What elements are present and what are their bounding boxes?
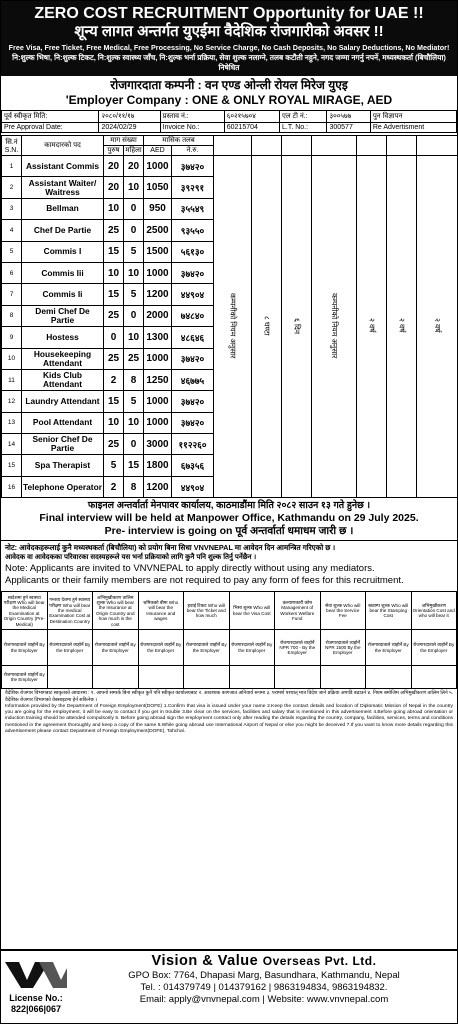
row-aed: 2500 xyxy=(144,220,172,241)
cost-row3-empty xyxy=(93,666,139,689)
row-female: 5 xyxy=(124,284,144,305)
cost-row3-empty xyxy=(138,666,184,689)
row-title: Housekeeping Attendant xyxy=(22,348,104,369)
employer-block xyxy=(1,76,457,110)
lt-np-value: ३००५७७ xyxy=(327,111,370,123)
cost-value: रोजगारदाताले व्यहोर्ने By the Employer xyxy=(184,630,230,666)
note-np-1: नोट: आवेदकहरूलाई कुनै मध्यस्थकर्ता (बिचौलिया) को प्रयोग बिना सिधा VNVNEPAL मा आवेदन दिन आमन्त्रित गरिएको छ । xyxy=(5,543,336,553)
row-sn: 11 xyxy=(2,369,22,390)
row-aed: 1000 xyxy=(144,262,172,283)
row-sn: 3 xyxy=(2,198,22,219)
row-male: 20 xyxy=(104,156,124,177)
license xyxy=(9,993,63,1015)
cost-row3-empty xyxy=(275,666,321,689)
row-female: 20 xyxy=(124,156,144,177)
ad-en: Re Advertisment xyxy=(370,123,456,133)
condition-c3 xyxy=(282,156,312,498)
row-npr: ४६७७५ xyxy=(172,369,214,390)
lt-np-label: एल टी नं.: xyxy=(280,111,327,123)
row-title: Assistant Commis xyxy=(22,156,104,177)
condition-text: कम्पनीको नियम अनुसार xyxy=(228,292,238,359)
cost-row3: रोजगारदाताले व्यहोर्ने By the Employer xyxy=(2,666,48,689)
npr-header: ने.रु. xyxy=(172,146,214,156)
row-npr: ७४८४० xyxy=(172,305,214,326)
aed-header: AED xyxy=(144,146,172,156)
row-male: 2 xyxy=(104,369,124,390)
extra-col-1 xyxy=(214,136,252,156)
row-aed: 950 xyxy=(144,198,172,219)
cost-header: हवाई टिकट Who will bear the Ticket and how much xyxy=(184,592,230,630)
row-npr: ३९२९१ xyxy=(172,177,214,198)
preapproval-en-label: Pre Approval Date: xyxy=(2,123,99,133)
free-services-np: नि:शुल्क भिषा, नि:शुल्क टिकट, नि:शुल्क स्वास्थ्य जाँच, नि:शुल्क भर्ना प्रक्रिया, सेवा शुल्क नलाग्ने, तलब कटौती नहुने, नगद जम्मा नगर्नु नपर्ने, मध्यस्थकर्ता (बिचौलिया) निषेधित xyxy=(12,53,446,72)
cost-header: सेवा शुल्क Who will bear the Service Fee xyxy=(320,592,366,630)
interview-block xyxy=(1,498,457,540)
demand-header: माग संख्या xyxy=(104,136,144,146)
footer xyxy=(1,949,457,1023)
row-title: Laundry Attendant xyxy=(22,391,104,412)
row-male: 10 xyxy=(104,198,124,219)
company-tel: Tel. : 014379749 | 014379162 | 9863194834, 9863194832. xyxy=(140,982,388,993)
cost-value: रोजगारदाताले व्यहोर्ने By the Employer xyxy=(411,630,457,666)
row-aed: 1050 xyxy=(144,177,172,198)
company-name-main: Vision & Value xyxy=(151,953,259,969)
cost-header: स्वदेशमा हुने स्वास्थ्य परीक्षण Who will bear the Medical Examination at Origin Country (Pre-Medical) xyxy=(2,592,48,630)
row-title: Assistant Waiter/ Waitress xyxy=(22,177,104,198)
row-male: 10 xyxy=(104,412,124,433)
costs-table xyxy=(1,591,457,689)
invoice-en-value: 60215704 xyxy=(224,123,279,133)
title-en: ZERO COST RECRUITMENT Opportunity for UAE !! xyxy=(34,5,424,22)
extra-col-7 xyxy=(417,136,458,156)
row-npr: ११२२६० xyxy=(172,434,214,455)
note-np-2: आवेदक वा आवेदकका परिवारका सदस्यहरूले यस भर्ना प्रक्रियाको लागि कुनै पनि शुल्क तिर्नु पर्नेछैन । xyxy=(5,554,257,562)
row-male: 5 xyxy=(104,455,124,476)
meta-table xyxy=(1,110,457,133)
lt-en-value: 300577 xyxy=(327,123,370,133)
row-sn: 7 xyxy=(2,284,22,305)
row-female: 5 xyxy=(124,241,144,262)
condition-c5 xyxy=(357,156,387,498)
row-title: Demi Chef De Partie xyxy=(22,305,104,326)
pre-interview: Pre- interview is going on पूर्व अन्तर्वार्ता धमाधम जारी छ । xyxy=(104,525,354,538)
row-sn: 5 xyxy=(2,241,22,262)
license-label: License No.: xyxy=(9,992,63,1003)
fine-print xyxy=(1,689,457,737)
row-aed: 2000 xyxy=(144,305,172,326)
row-sn: 1 xyxy=(2,156,22,177)
company-name xyxy=(71,953,457,970)
row-npr: ५६१३० xyxy=(172,241,214,262)
row-female: 0 xyxy=(124,220,144,241)
table-row xyxy=(2,156,458,177)
employer-np: रोजगारदाता कम्पनी : वन एण्ड ओन्ली रोयल मिरेज युएइ xyxy=(110,78,348,92)
row-sn: 10 xyxy=(2,348,22,369)
header-banner xyxy=(1,1,457,76)
row-male: 25 xyxy=(104,305,124,326)
salary-header: मासिक तलब xyxy=(144,136,214,146)
row-female: 5 xyxy=(124,391,144,412)
cost-header: कल्याणकारी कोष Management of Workers Welfare Fund xyxy=(275,592,321,630)
row-male: 2 xyxy=(104,476,124,497)
row-sn: 15 xyxy=(2,455,22,476)
row-aed: 1500 xyxy=(144,241,172,262)
row-sn: 16 xyxy=(2,476,22,497)
row-title: Spa Therapist xyxy=(22,455,104,476)
row-aed: 1800 xyxy=(144,455,172,476)
row-aed: 1200 xyxy=(144,476,172,497)
row-npr: ४४९०४ xyxy=(172,284,214,305)
cost-header: अभिमुखीकरण तालिम शुल्क Who will bear the Insurance at Origin Country and how much is the cost xyxy=(93,592,139,630)
row-female: 10 xyxy=(124,412,144,433)
cost-row3-empty xyxy=(229,666,275,689)
extra-col-2 xyxy=(252,136,282,156)
company-info xyxy=(71,951,457,1023)
row-male: 25 xyxy=(104,434,124,455)
row-npr: ३७४२० xyxy=(172,348,214,369)
title-np: शून्य लागत अन्तर्गत युएईमा वैदेशिक रोजगारीको अवसर !! xyxy=(74,23,384,40)
cost-row3-empty xyxy=(366,666,412,689)
condition-text: ६ दिन xyxy=(292,317,302,334)
condition-text: ८ घण्टा xyxy=(262,315,272,336)
condition-text: २ वर्ष xyxy=(397,318,407,333)
employer-en: 'Employer Company : ONE & ONLY ROYAL MIRAGE, AED xyxy=(65,93,393,107)
cost-value: रोजगारदाताले व्यहोर्ने By the Employer xyxy=(229,630,275,666)
row-npr: ९३५५० xyxy=(172,220,214,241)
cost-header: अभिमुखीकरण Orientation Cost and who will bear it xyxy=(411,592,457,630)
post-header: कामदारको पद xyxy=(22,136,104,156)
fine-print-en: Information provided by the Department of Foreign Employment(DOFE) 1.Confirm that visa is issued under your name 2.Keep the contact details and location of Diplomatic Mission of Nepal in the country you are going for the employment, it will be easy to contact if you get in trouble 3.Be clear on the services, facilities and salary that is mentioned in this advertisement 4.Before going abroad orientation or induction training should be attended compulsorily 5. Before going abroad sign the employment contract only after reading the details regarding the country, company, facilities, services, terms and conditions mentioned in the agreement thoroughly and keep a copy of the same 6.While going abroad use International Airport of Nepal or else you might be deceived 7.If you want to know more details regarding this advertisement please contact Department of Foreign Employment(DOFE), Tahchal. xyxy=(5,703,453,735)
extra-col-6 xyxy=(387,136,417,156)
cost-row3-empty xyxy=(184,666,230,689)
row-npr: ६७३५६ xyxy=(172,455,214,476)
row-npr: ३७४२० xyxy=(172,262,214,283)
row-npr: ४८६४६ xyxy=(172,327,214,348)
row-male: 15 xyxy=(104,241,124,262)
row-title: Chef De Partie xyxy=(22,220,104,241)
row-female: 10 xyxy=(124,177,144,198)
row-male: 20 xyxy=(104,177,124,198)
note-en-1: Note: Applicants are invited to VNVNEPAL to apply directly without using any mediators. xyxy=(5,563,375,575)
row-sn: 14 xyxy=(2,434,22,455)
cost-value: रोजगारदाताले व्यहोर्ने By the Employer xyxy=(47,630,93,666)
note-en-2: Applicants or their family members are not required to pay any form of fees for this recruitment. xyxy=(5,574,404,586)
extra-col-5 xyxy=(357,136,387,156)
row-npr: ३७४२० xyxy=(172,156,214,177)
row-sn: 4 xyxy=(2,220,22,241)
preapproval-en-value: 2024/02/29 xyxy=(99,123,160,133)
row-title: Pool Attendant xyxy=(22,412,104,433)
cost-row3-empty xyxy=(411,666,457,689)
cost-header: स्ट्याम्प शुल्क Who will bear the Stamping Cost xyxy=(366,592,412,630)
cost-value: रोजगारदाताले व्यहोर्ने By the Employer xyxy=(93,630,139,666)
company-address: GPO Box: 7764, Dhapasi Marg, Basundhara, Kathmandu, Nepal xyxy=(128,970,400,981)
row-aed: 1200 xyxy=(144,284,172,305)
male-header: पुरुष xyxy=(104,146,124,156)
row-sn: 8 xyxy=(2,305,22,326)
row-male: 0 xyxy=(104,327,124,348)
row-female: 0 xyxy=(124,434,144,455)
row-title: Telephone Operator xyxy=(22,476,104,497)
row-title: Hostess xyxy=(22,327,104,348)
company-name-suffix: Overseas Pvt. Ltd. xyxy=(262,954,377,968)
condition-text: २ वर्ष xyxy=(433,318,443,333)
row-aed: 1000 xyxy=(144,412,172,433)
condition-c4 xyxy=(312,156,357,498)
row-female: 0 xyxy=(124,305,144,326)
row-female: 8 xyxy=(124,476,144,497)
row-title: Bellman xyxy=(22,198,104,219)
free-services-en: Free Visa, Free Ticket, Free Medical, Free Processing, No Service Charge, No Cash Deposits, No Salary Deductions, No Mediator! xyxy=(8,43,450,52)
row-aed: 1250 xyxy=(144,369,172,390)
row-male: 15 xyxy=(104,284,124,305)
cost-header: गन्तव्य देशमा हुने स्वास्थ्य परीक्षण Who will bear the medical Examination Cost at Destination Country xyxy=(47,592,93,630)
row-sn: 13 xyxy=(2,412,22,433)
cost-value: रोजगारदाताले व्यहोर्ने NPR 700 - By the Employer xyxy=(275,630,321,666)
female-header: महिला xyxy=(125,147,142,154)
cost-value: रोजगारदाताले व्यहोर्ने By the Employer xyxy=(366,630,412,666)
row-sn: 9 xyxy=(2,327,22,348)
row-title: Commis Iii xyxy=(22,262,104,283)
cost-header: भिसा शुल्क Who will bear the Visa Cost xyxy=(229,592,275,630)
row-male: 10 xyxy=(104,262,124,283)
row-title: Kids Club Attendant xyxy=(22,369,104,390)
row-aed: 1000 xyxy=(144,156,172,177)
row-aed: 1000 xyxy=(144,348,172,369)
row-female: 25 xyxy=(124,348,144,369)
row-aed: 1000 xyxy=(144,391,172,412)
interview-en: Final interview will be held at Manpower Office, Kathmandu on 29 July 2025. xyxy=(39,512,419,525)
extra-col-4 xyxy=(312,136,357,156)
row-title: Commis I xyxy=(22,241,104,262)
row-sn: 12 xyxy=(2,391,22,412)
cost-value: रोजगारदाताले व्यहोर्ने NPR 1500 By the Employer xyxy=(320,630,366,666)
row-aed: 3000 xyxy=(144,434,172,455)
cost-row3-empty xyxy=(320,666,366,689)
row-npr: ४४९०४ xyxy=(172,476,214,497)
row-npr: ३७४२० xyxy=(172,391,214,412)
condition-c2 xyxy=(252,156,282,498)
ad-np: पुन विज्ञापन xyxy=(370,111,456,123)
notes-block xyxy=(1,540,457,588)
row-male: 25 xyxy=(104,220,124,241)
license-number: 822|066|067 xyxy=(10,1003,62,1014)
row-female: 8 xyxy=(124,369,144,390)
row-male: 15 xyxy=(104,391,124,412)
row-female: 15 xyxy=(124,455,144,476)
row-title: Commis Ii xyxy=(22,284,104,305)
invoice-np-value: ६०२१५७०४ xyxy=(224,111,279,123)
preapproval-np-label: पूर्व स्वीकृत मिति: xyxy=(2,111,99,123)
row-female: 10 xyxy=(124,327,144,348)
row-title: Senior Chef De Partie xyxy=(22,434,104,455)
condition-c1 xyxy=(214,156,252,498)
extra-col-3 xyxy=(282,136,312,156)
invoice-en-label: Invoice No.: xyxy=(160,123,224,133)
lt-en-label: L.T. No.: xyxy=(280,123,327,133)
logo-block xyxy=(1,951,71,1023)
cost-value: रोजगारदाताले व्यहोर्ने By the Employer xyxy=(2,630,48,666)
row-aed: 1300 xyxy=(144,327,172,348)
preapproval-np-value: २०८०/११/१७ xyxy=(99,111,160,123)
row-female: 0 xyxy=(124,198,144,219)
invoice-np-label: प्रस्ताव नं.: xyxy=(160,111,224,123)
jobs-table xyxy=(1,135,458,498)
condition-c7 xyxy=(417,156,458,498)
cost-value: रोजगारदाताले व्यहोर्ने By the Employer xyxy=(138,630,184,666)
condition-c6 xyxy=(387,156,417,498)
condition-text: कम्पनीको नियम अनुसार xyxy=(330,292,340,359)
row-npr: ३५५४९ xyxy=(172,198,214,219)
company-logo-icon xyxy=(5,960,67,990)
sn-header: सि.नं S.N. xyxy=(2,136,22,156)
row-female: 10 xyxy=(124,262,144,283)
cost-header: श्रमिकको बीमा Who will bear the Insurance and wages xyxy=(138,592,184,630)
condition-text: २ वर्ष xyxy=(367,318,377,333)
row-sn: 2 xyxy=(2,177,22,198)
company-email-link[interactable]: Email: apply@vnvnepal.com | Website: www.vnvnepal.com xyxy=(139,994,389,1005)
row-male: 25 xyxy=(104,348,124,369)
interview-np: फाइनल अन्तर्वार्ता मेनपावर कार्यालय, काठमाडौंमा मिति २०८२ साउन १३ गते हुनेछ । xyxy=(87,500,371,512)
row-npr: ३७४२० xyxy=(172,412,214,433)
fine-print-np: वैदेशिक रोजगार विभागबाट स्वकृतको आधारमा : १. आफ्नो सम्पर्क बिना स्वीकृत कुनै पनि स्वीकृत कार्यालयबाट २. आवश्यक कागजात अनिवार्य रूपमा ३. परामर्श पश्चात् मात्र विदेश जाने प्रक्रिया अगाडि बढाउने ४. नियम बमोजिम अभिमुखीकरण तालिम लिने ५. वैदेशिक रोजगार विभागको वेबसाइटमा हेर्न सकिनेछ । xyxy=(5,691,453,703)
row-sn: 6 xyxy=(2,262,22,283)
cost-row3-empty xyxy=(47,666,93,689)
